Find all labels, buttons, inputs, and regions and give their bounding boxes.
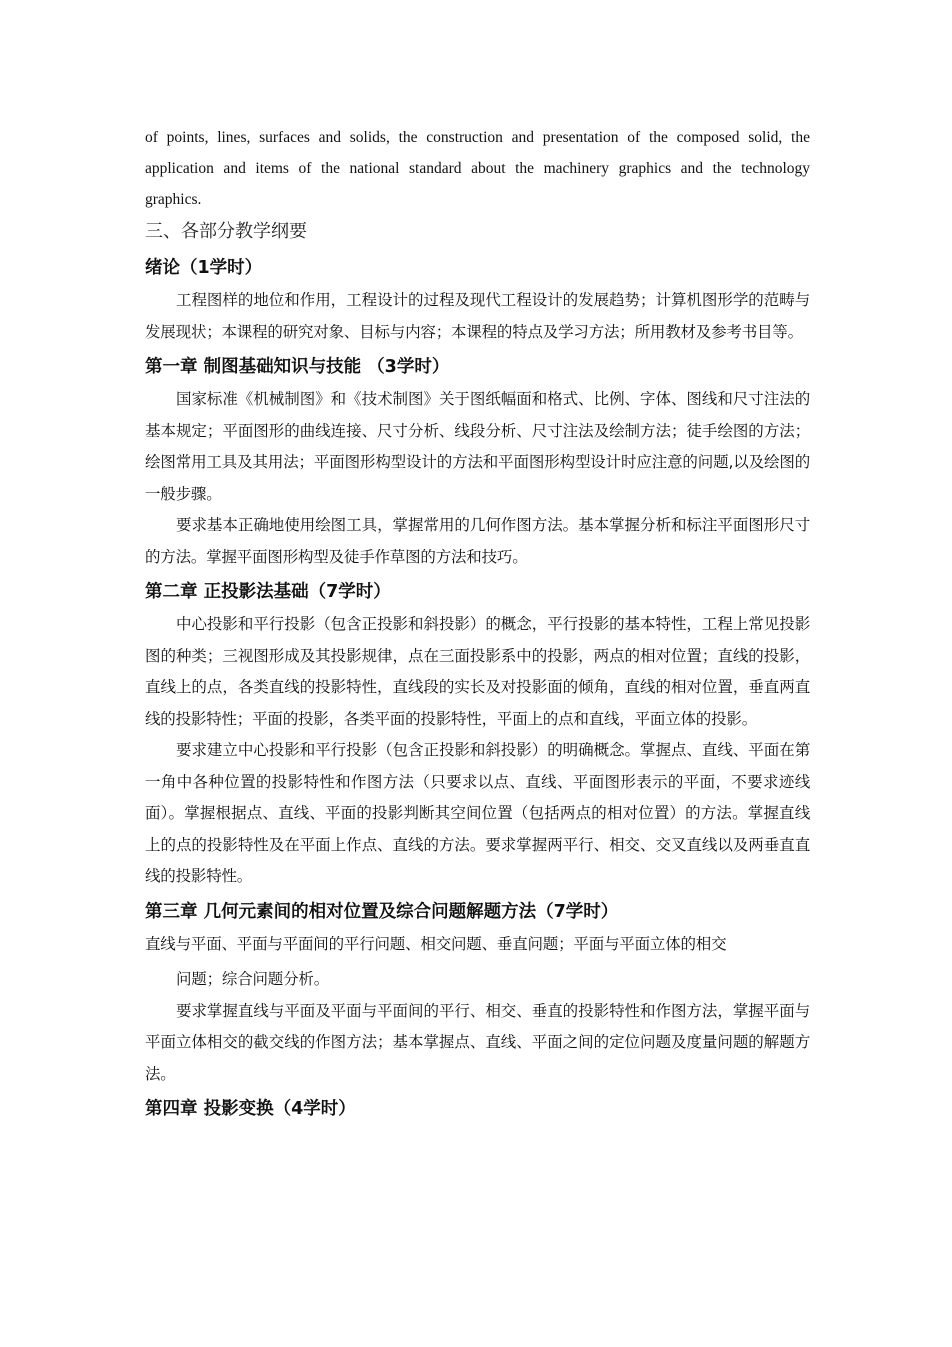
section-title: 三、各部分教学纲要: [145, 221, 307, 242]
chapter-1-paragraph-2: 要求基本正确地使用绘图工具，掌握常用的几何作图方法。基本掌握分析和标注平面图形尺寸的方法。掌握平面图形构型及徒手作草图的方法和技巧。: [145, 516, 810, 566]
chapter-3-line-a: 直线与平面、平面与平面间的平行问题、相交问题、垂直问题；平面与平面立体的相交: [145, 934, 727, 953]
chapter-3-line-b: 问题；综合问题分析。: [176, 970, 330, 988]
intro-paragraph: 工程图样的地位和作用，工程设计的过程及现代工程设计的发展趋势；计算机图形学的范畴与发展现状；本课程的研究对象、目标与内容；本课程的特点及学习方法；所用教材及参考书目等。: [145, 291, 810, 341]
chapter-heading-3: 第三章 几何元素间的相对位置及综合问题解题方法（7学时）: [145, 901, 619, 922]
chapter-3-paragraph-1: 要求掌握直线与平面及平面与平面间的平行、相交、垂直的投影特性和作图方法，掌握平面与平面立体相交的截交线的作图方法；基本掌握点、直线、平面之间的定位问题及度量问题的解题方法。: [145, 1001, 810, 1083]
chapter-heading-2: 第二章 正投影法基础（7学时）: [145, 582, 391, 602]
intro-english-line-1: of points, lines, surfaces and solids, the construction and presentation of the composed solid, the: [145, 129, 810, 146]
intro-english-line-2: application and items of the national standard about the machinery graphics and the technology: [145, 160, 810, 177]
chapter-heading-4: 第四章 投影变换（4学时）: [145, 1099, 356, 1119]
document-page: [145, 122, 810, 1126]
chapter-heading-1: 第一章 制图基础知识与技能 （3学时）: [145, 357, 450, 377]
chapter-1-paragraph-1: 国家标准《机械制图》和《技术制图》关于图纸幅面和格式、比例、字体、图线和尺寸注法的基本规定；平面图形的曲线连接、尺寸分析、线段分析、尺寸注法及绘制方法；徒手绘图的方法；绘图常用工具及其用法；平面图形构型设计的方法和平面图形构型设计时应注意的问题,以及绘图的一般步骤。: [145, 390, 810, 503]
intro-english-line-3: graphics.: [145, 191, 202, 208]
chapter-heading-intro: 绪论（1学时）: [145, 258, 263, 278]
chapter-2-paragraph-2: 要求建立中心投影和平行投影（包含正投影和斜投影）的明确概念。掌握点、直线、平面在第一角中各种位置的投影特性和作图方法（只要求以点、直线、平面图形表示的平面，不要求迹线面）。掌握根据点、直线、平面的投影判断其空间位置（包括两点的相对位置）的方法。掌握直线上的点的投影特性及在平面上作点、直线的方法。要求掌握两平行、相交、交叉直线以及两垂直直线的投影特性。: [145, 741, 810, 885]
chapter-2-paragraph-1: 中心投影和平行投影（包含正投影和斜投影）的概念，平行投影的基本特性，工程上常见投影图的种类；三视图形成及其投影规律，点在三面投影系中的投影，两点的相对位置；直线的投影，直线上的点，各类直线的投影特性，直线段的实长及对投影面的倾角，直线的相对位置，垂直两直线的投影特性；平面的投影，各类平面的投影特性，平面上的点和直线，平面立体的投影。: [145, 615, 810, 728]
